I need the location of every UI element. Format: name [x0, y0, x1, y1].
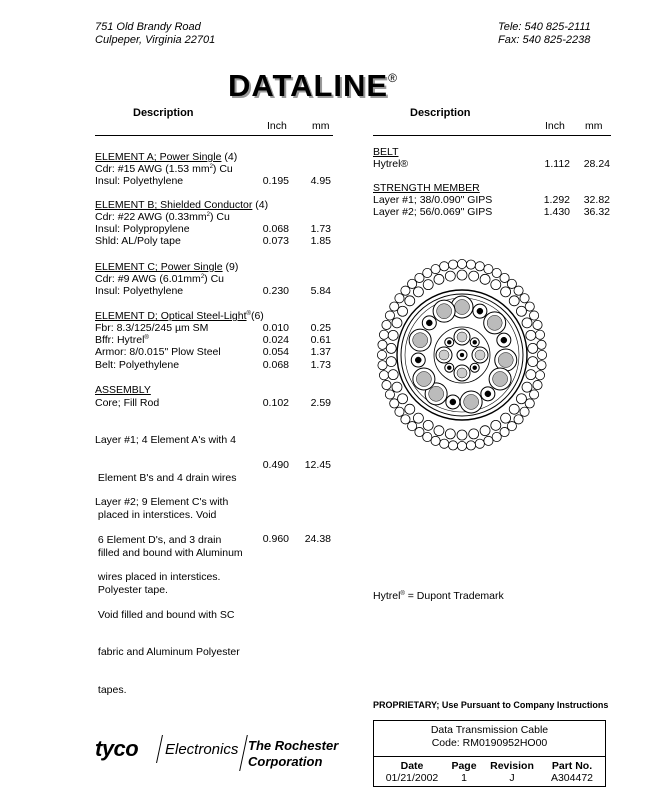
element-d-fbr-inch: 0.010 — [262, 322, 289, 334]
inner-strength-wire — [392, 382, 402, 392]
element-b-shld-mm: 1.85 — [310, 235, 331, 247]
right-description-header: Description — [410, 107, 471, 119]
outer-strength-wire — [466, 260, 475, 269]
fill-rod-center — [460, 353, 464, 357]
outer-strength-wire — [475, 262, 484, 271]
inner-strength-wire — [528, 357, 538, 367]
outer-strength-wire — [475, 439, 484, 448]
element-a-cdr: Cdr: #15 AWG (1.53 $mm^2$) Cu — [95, 163, 233, 175]
inner-strength-wire — [491, 280, 501, 290]
element-b-insul-inch: 0.068 — [262, 223, 289, 235]
power-conductor — [493, 372, 508, 387]
inner-strength-wire — [516, 394, 526, 404]
cable-cross-section-diagram — [377, 257, 547, 453]
element-d-bffr-inch: 0.024 — [262, 334, 289, 346]
inner-strength-wire — [445, 429, 455, 439]
optical-fiber — [426, 320, 432, 326]
strength-layer2: Layer #2; 56/0.069" GIPS — [373, 206, 493, 218]
inner-strength-wire — [445, 271, 455, 281]
outer-strength-wire — [385, 390, 394, 399]
outer-strength-wire — [492, 432, 501, 441]
inner-strength-wire — [386, 343, 396, 353]
element-a-title: ELEMENT A; Power Single (4) — [95, 151, 238, 163]
conductor-a — [475, 350, 485, 360]
title-block — [373, 720, 606, 787]
assembly-core-mm: 2.59 — [310, 397, 331, 409]
strength-layer2-inch: 1.430 — [543, 206, 570, 218]
assembly-layer1: Layer #1; 4 Element A's with 4 Element B's and 4 drain wires placed in interstices. Void filled and bound with Aluminum Polyester tape. — [95, 434, 243, 596]
inner-strength-wire — [516, 306, 526, 316]
outer-strength-wire — [529, 390, 538, 399]
optical-fiber — [415, 357, 421, 363]
inner-strength-wire — [469, 271, 479, 281]
outer-strength-wire — [379, 330, 388, 339]
conductor-b — [473, 366, 477, 370]
inner-strength-wire — [405, 404, 415, 414]
outer-strength-wire — [382, 320, 391, 329]
assembly-core: Core; Fill Rod — [95, 397, 160, 409]
element-c-insul: Insul: Polyethylene — [95, 285, 184, 297]
inner-strength-wire — [491, 420, 501, 430]
element-d-bffr: Bffr: Hytrel® — [95, 334, 149, 346]
part-no-header: Part No. — [551, 760, 593, 772]
part-no-value: A304472 — [550, 772, 594, 784]
element-d-fbr-mm: 0.25 — [310, 322, 331, 334]
inner-strength-wire — [522, 318, 532, 328]
power-conductor — [464, 394, 479, 409]
element-d-fbr: Fbr: 8.3/125/245 µm SM — [95, 322, 209, 334]
outer-strength-wire — [535, 371, 544, 380]
conductor-a — [439, 350, 449, 360]
inner-strength-wire — [480, 426, 490, 436]
assembly-layer1-inch: 0.490 — [262, 459, 289, 471]
belt-title: BELT — [373, 146, 399, 158]
power-conductor — [487, 315, 502, 330]
left-mm-header: mm — [312, 120, 330, 132]
logo-registered: ® — [388, 71, 397, 85]
outer-strength-wire — [484, 265, 493, 274]
dataline-logo — [228, 68, 397, 104]
outer-strength-wire — [537, 361, 546, 370]
trademark-note: Hytrel® = Dupont Trademark — [373, 590, 504, 602]
outer-strength-wire — [466, 441, 475, 450]
title-block-code: Code: RM0190952HO00 — [431, 737, 548, 749]
element-d-title: ELEMENT D; Optical Steel-Light®(6) — [95, 310, 264, 322]
inner-strength-wire — [434, 426, 444, 436]
outer-strength-wire — [431, 265, 440, 274]
power-conductor — [498, 353, 513, 368]
element-b-title: ELEMENT B; Shielded Conductor (4) — [95, 199, 269, 211]
telephone: Tele: 540 825-2111 — [498, 21, 591, 33]
revision-header: Revision — [490, 760, 534, 772]
left-header-rule — [95, 135, 333, 136]
conductor-b — [473, 340, 477, 344]
inner-strength-wire — [423, 420, 433, 430]
element-c-cdr: Cdr: #9 AWG $(6.01mm^2)$ Cu — [95, 273, 224, 285]
outer-strength-wire — [537, 340, 546, 349]
element-d-belt-mm: 1.73 — [310, 359, 331, 371]
element-d-belt: Belt: Polyethylene — [95, 359, 180, 371]
element-a-insul: Insul: Polyethylene — [95, 175, 184, 187]
inner-strength-wire — [457, 430, 467, 440]
inner-strength-wire — [501, 413, 511, 423]
title-block-divider — [374, 756, 605, 757]
element-d-armor: Armor: 8/0.015" Plow Steel — [95, 346, 221, 358]
element-c-title: ELEMENT C; Power Single (9) — [95, 261, 239, 273]
element-c-insul-mm: 5.84 — [310, 285, 331, 297]
element-b-cdr: Cdr: #22 AWG $(0.33mm^2)$ Cu — [95, 211, 230, 223]
page-value: 1 — [461, 772, 467, 784]
outer-strength-wire — [440, 439, 449, 448]
element-b-shld-inch: 0.073 — [262, 235, 289, 247]
inner-strength-wire — [398, 394, 408, 404]
outer-strength-wire — [423, 268, 432, 277]
outer-strength-wire — [431, 436, 440, 445]
strength-title: STRENGTH MEMBER — [373, 182, 480, 194]
electronics-logo-text: Electronics — [165, 741, 239, 758]
outer-strength-wire — [457, 259, 466, 268]
outer-strength-wire — [395, 294, 404, 303]
outer-strength-wire — [535, 330, 544, 339]
inner-strength-wire — [392, 318, 402, 328]
element-a-insul-mm: 4.95 — [310, 175, 331, 187]
belt-item: Hytrel® — [373, 158, 409, 170]
inner-strength-wire — [386, 357, 396, 367]
strength-layer1-inch: 1.292 — [543, 194, 570, 206]
logo-divider-2 — [239, 735, 248, 771]
strength-layer1-mm: 32.82 — [583, 194, 610, 206]
address-line1: 751 Old Brandy Road — [95, 21, 201, 33]
optical-fiber — [450, 399, 456, 405]
outer-strength-wire — [529, 311, 538, 320]
inner-strength-wire — [457, 270, 467, 280]
logo-divider-1 — [156, 735, 163, 763]
inner-strength-wire — [423, 280, 433, 290]
logo-text: DATALINE — [228, 68, 389, 103]
assembly-core-inch: 0.102 — [262, 397, 289, 409]
outer-strength-wire — [457, 441, 466, 450]
inner-strength-wire — [480, 274, 490, 284]
belt-inch: 1.112 — [544, 158, 570, 170]
assembly-layer1-mm: 12.45 — [304, 459, 331, 471]
right-inch-header: Inch — [545, 120, 565, 132]
power-conductor — [437, 304, 452, 319]
belt-mm: 28.24 — [583, 158, 610, 170]
optical-fiber — [485, 391, 491, 397]
outer-strength-wire — [448, 260, 457, 269]
inner-strength-wire — [501, 287, 511, 297]
outer-strength-wire — [385, 311, 394, 320]
left-description-header: Description — [133, 107, 194, 119]
inner-strength-wire — [469, 429, 479, 439]
right-mm-header: mm — [585, 120, 603, 132]
inner-strength-wire — [526, 370, 536, 380]
date-value: 01/21/2002 — [385, 772, 439, 784]
fax: Fax: 540 825-2238 — [498, 34, 591, 46]
outer-strength-wire — [401, 415, 410, 424]
rochester-logo-line1: The Rochester — [248, 738, 339, 753]
assembly-layer2-inch: 0.960 — [262, 533, 289, 545]
inner-strength-wire — [388, 370, 398, 380]
inner-strength-wire — [413, 287, 423, 297]
outer-strength-wire — [514, 286, 523, 295]
rochester-logo-line2: Corporation — [248, 754, 323, 769]
inner-strength-wire — [509, 296, 519, 306]
element-d-armor-mm: 1.37 — [310, 346, 331, 358]
element-d-belt-inch: 0.068 — [262, 359, 289, 371]
outer-strength-wire — [377, 350, 386, 359]
element-c-insul-inch: 0.230 — [262, 285, 289, 297]
outer-strength-wire — [520, 407, 529, 416]
outer-strength-wire — [378, 361, 387, 370]
right-header-rule — [373, 135, 611, 136]
outer-strength-wire — [533, 380, 542, 389]
element-a-insul-inch: 0.195 — [262, 175, 289, 187]
power-conductor — [429, 386, 444, 401]
conductor-a — [457, 332, 467, 342]
conductor-b — [447, 366, 451, 370]
optical-fiber — [501, 337, 507, 343]
assembly-title: ASSEMBLY — [95, 384, 151, 396]
inner-strength-wire — [526, 330, 536, 340]
optical-fiber — [477, 308, 483, 314]
outer-strength-wire — [395, 407, 404, 416]
element-b-shld: Shld: AL/Poly tape — [95, 235, 181, 247]
inner-strength-wire — [405, 296, 415, 306]
page-header: Page — [451, 760, 477, 772]
inner-strength-wire — [509, 404, 519, 414]
strength-layer1: Layer #1; 38/0.090" GIPS — [373, 194, 493, 206]
outer-strength-wire — [484, 436, 493, 445]
tyco-logo-text: tyco — [95, 736, 139, 761]
left-inch-header: Inch — [267, 120, 287, 132]
inner-strength-wire — [434, 274, 444, 284]
power-conductor — [455, 300, 470, 315]
revision-value: J — [509, 772, 515, 784]
inner-strength-wire — [528, 343, 538, 353]
element-d-armor-inch: 0.054 — [262, 346, 289, 358]
conductor-a — [457, 368, 467, 378]
assembly-layer2: Layer #2; 9 Element C's with 6 Element D's, and 3 drain wires placed in interstices. Void filled and bound with SC fabric and Aluminum Polyester tapes. — [95, 496, 240, 696]
outer-strength-wire — [378, 340, 387, 349]
element-b-insul-mm: 1.73 — [310, 223, 331, 235]
title-block-line1: Data Transmission Cable — [430, 724, 549, 736]
proprietary-note: PROPRIETARY; Use Pursuant to Company Instructions — [373, 700, 609, 710]
inner-strength-wire — [388, 330, 398, 340]
assembly-layer2-mm: 24.38 — [304, 533, 331, 545]
inner-strength-wire — [522, 382, 532, 392]
address-line2: Culpeper, Virginia 22701 — [95, 34, 216, 46]
element-b-insul: Insul: Polypropylene — [95, 223, 190, 235]
inner-strength-wire — [398, 306, 408, 316]
outer-strength-wire — [440, 262, 449, 271]
outer-strength-wire — [533, 320, 542, 329]
outer-strength-wire — [537, 350, 546, 359]
inner-strength-wire — [413, 413, 423, 423]
outer-strength-wire — [382, 380, 391, 389]
conductor-b — [447, 340, 451, 344]
outer-strength-wire — [520, 294, 529, 303]
outer-strength-wire — [379, 371, 388, 380]
power-conductor — [413, 333, 428, 348]
element-d-bffr-mm: 0.61 — [310, 334, 331, 346]
outer-strength-wire — [448, 441, 457, 450]
power-conductor — [416, 372, 431, 387]
date-header: Date — [400, 760, 424, 772]
strength-layer2-mm: 36.32 — [583, 206, 610, 218]
